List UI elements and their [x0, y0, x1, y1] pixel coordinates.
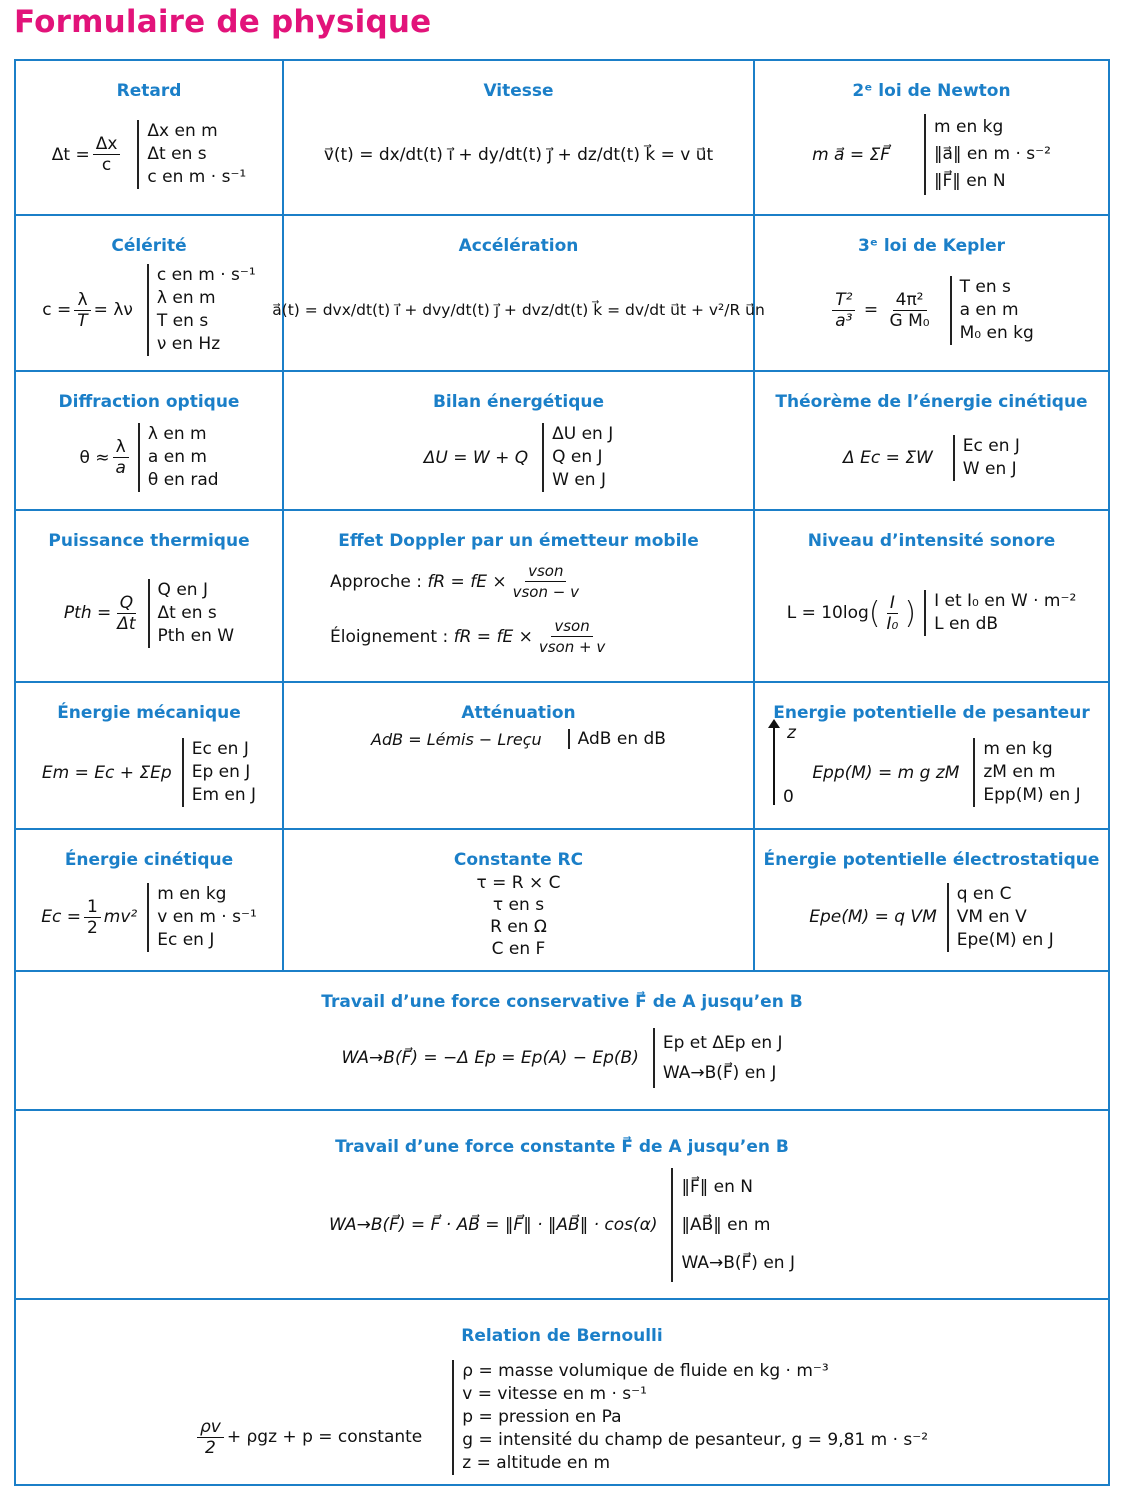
- legend-line: v = vitesse en m · s⁻¹: [462, 1383, 647, 1404]
- legend-line: Δx en m: [147, 121, 218, 141]
- frac-num: vson: [551, 616, 592, 637]
- frac-num: vson: [525, 561, 566, 582]
- formula-celerite: [42, 290, 133, 331]
- legend-bilan: [542, 423, 613, 492]
- legend-line: θ en rad: [147, 470, 219, 490]
- cell-travail-conservative: [16, 972, 1108, 1111]
- formula-lhs: L = 10log: [786, 603, 869, 623]
- legend-line: m en kg: [934, 117, 1004, 137]
- rc-line: τ en s: [492, 895, 545, 915]
- heading-cinetique: Énergie cinétique: [64, 850, 234, 870]
- formula-travail-constante: WA→B(F⃗) = F⃗ · AB⃗ = ‖F⃗‖ · ‖AB⃗‖ · cos(α): [328, 1214, 658, 1235]
- heading-puissance: Puissance thermique: [48, 531, 250, 551]
- formula-sheet: [14, 59, 1110, 1486]
- rc-lines: [476, 872, 560, 960]
- frac-num: λ: [113, 437, 129, 458]
- legend-line: Epp(M) en J: [983, 785, 1081, 805]
- legend-line: VM en V: [956, 906, 1027, 927]
- cell-cinetique: [16, 830, 284, 972]
- formula-pesanteur: Epp(M) = m g zM: [812, 762, 960, 783]
- frac-num: 1: [84, 897, 101, 918]
- legend-travail-constante: [671, 1168, 795, 1282]
- heading-doppler: Effet Doppler par un émetteur mobile: [338, 531, 699, 551]
- page-title: Formulaire de physique: [14, 4, 432, 40]
- frac-den: T: [77, 310, 88, 331]
- legend-line: AdB en dB: [577, 729, 666, 749]
- legend-diffraction: [138, 423, 219, 492]
- legend-line: Pth en W: [157, 625, 235, 646]
- legend-theoreme: [953, 435, 1020, 481]
- legend-travail-conservative: [653, 1028, 783, 1088]
- cell-retard: [16, 61, 284, 216]
- legend-retard: [137, 120, 246, 189]
- legend-cinetique: [147, 883, 257, 952]
- frac-num: ρv: [197, 1417, 224, 1438]
- formula-bilan: ΔU = W + Q: [423, 447, 529, 468]
- axis-label-z: z: [787, 723, 796, 743]
- heading-pesanteur: Energie potentielle de pesanteur: [773, 703, 1090, 723]
- formula-rhs: mv²: [103, 907, 138, 927]
- heading-bernoulli: Relation de Bernoulli: [461, 1326, 663, 1346]
- formula-puissance: [64, 593, 142, 634]
- frac-den: Δt: [117, 613, 136, 634]
- legend-puissance: [148, 579, 235, 648]
- heading-newton: 2ᵉ loi de Newton: [852, 81, 1011, 101]
- axis-label-zero: 0: [783, 787, 794, 807]
- legend-line: p = pression en Pa: [462, 1406, 622, 1427]
- formula-attenuation: AdB = Lémis − Lreçu: [371, 729, 542, 749]
- legend-line: W en J: [552, 470, 606, 490]
- frac-num: T²: [832, 290, 855, 311]
- cell-kepler: [755, 216, 1108, 372]
- formula-retard: [52, 134, 124, 175]
- frac-den: vson + v: [538, 638, 606, 656]
- legend-line: ‖F⃗‖ en N: [934, 171, 1006, 191]
- formula-vitesse: v⃗(t) = dx/dt(t) i⃗ + dy/dt(t) j⃗ + dz/dt(t) k⃗ = v u⃗t: [323, 144, 714, 165]
- z-axis-arrow-icon: [773, 725, 775, 805]
- cell-newton: [755, 61, 1108, 216]
- legend-line: Q en J: [552, 447, 603, 467]
- frac-den: G M₀: [889, 310, 930, 331]
- frac-num: λ: [74, 290, 90, 311]
- legend-line: λ en m: [156, 288, 216, 308]
- formula-doppler-eloignement: [330, 616, 611, 657]
- legend-line: T en s: [959, 276, 1011, 297]
- legend-mecanique: [182, 738, 256, 807]
- eloignement-label: Éloignement :: [330, 626, 449, 647]
- heading-travail-constante: Travail d’une force constante F⃗ de A jusqu’en B: [335, 1137, 789, 1157]
- cell-puissance: [16, 511, 284, 683]
- formula-bernoulli: [194, 1417, 422, 1458]
- heading-mecanique: Énergie mécanique: [57, 703, 241, 723]
- heading-niveau: Niveau d’intensité sonore: [807, 531, 1056, 551]
- legend-line: a en m: [959, 299, 1019, 320]
- cell-celerite: [16, 216, 284, 372]
- heading-theoreme: Théorème de l’énergie cinétique: [775, 392, 1088, 412]
- legend-line: M₀ en kg: [959, 322, 1034, 343]
- legend-line: a en m: [147, 447, 207, 467]
- legend-bernoulli: [452, 1360, 928, 1475]
- heading-celerite: Célérité: [111, 236, 187, 256]
- legend-line: WA→B(F⃗) en J: [662, 1062, 777, 1083]
- frac-den: c: [101, 155, 112, 175]
- approche-formula: fR = fE ×: [427, 571, 507, 592]
- formula-diffraction: [79, 437, 131, 478]
- formula-acceleration: a⃗(t) = dvx/dt(t) i⃗ + dvy/dt(t) j⃗ + dvz/dt(t) k⃗ = dv/dt u⃗t + v²/R u⃗n: [272, 301, 765, 319]
- formula-lhs: Pth =: [63, 603, 112, 623]
- legend-line: v en m · s⁻¹: [157, 906, 257, 927]
- cell-theoreme: [755, 372, 1108, 511]
- frac-num: Δx: [93, 134, 121, 155]
- eloignement-formula: fR = fE ×: [453, 626, 533, 647]
- formula-newton: m a⃗ = ΣF⃗: [812, 144, 891, 165]
- legend-line: I et I₀ en W · m⁻²: [934, 591, 1077, 611]
- heading-attenuation: Atténuation: [461, 703, 576, 723]
- formula-lhs: Δt =: [51, 144, 90, 165]
- formula-doppler-approche: [330, 561, 585, 602]
- frac-den: I₀: [886, 613, 899, 634]
- legend-line: Δt en s: [147, 144, 207, 164]
- frac-den: 2: [205, 1437, 216, 1458]
- cell-attenuation: [284, 683, 755, 830]
- legend-line: c en m · s⁻¹: [156, 265, 256, 285]
- cell-rc: [284, 830, 755, 972]
- formula-lhs: θ ≈: [79, 447, 110, 468]
- formula-theoreme: Δ Ec = ΣW: [843, 447, 933, 468]
- approche-label: Approche :: [330, 571, 422, 592]
- legend-line: ‖F⃗‖ en N: [681, 1176, 754, 1197]
- legend-line: W en J: [962, 458, 1017, 479]
- legend-kepler: [950, 276, 1034, 345]
- legend-line: ‖a⃗‖ en m · s⁻²: [934, 144, 1051, 164]
- legend-niveau: [924, 590, 1076, 636]
- legend-line: Ec en J: [962, 435, 1020, 456]
- rc-line: τ = R × C: [476, 873, 561, 893]
- cell-diffraction: [16, 372, 284, 511]
- frac-num: I: [887, 593, 898, 614]
- formula-rhs: + ρgz + p = constante: [226, 1427, 423, 1447]
- frac-num: Q: [117, 593, 136, 614]
- legend-attenuation: [568, 729, 666, 749]
- legend-line: L en dB: [934, 614, 999, 634]
- legend-newton: [924, 114, 1051, 195]
- legend-line: c en m · s⁻¹: [147, 167, 247, 187]
- legend-line: T en s: [156, 311, 209, 331]
- legend-line: Δt en s: [157, 602, 217, 623]
- cell-acceleration: [272, 216, 765, 372]
- rc-line: C en F: [491, 939, 546, 959]
- legend-line: WA→B(F⃗) en J: [681, 1252, 795, 1273]
- legend-line: Ep en J: [191, 762, 251, 782]
- legend-line: z = altitude en m: [462, 1452, 611, 1473]
- legend-line: Ep et ΔEp en J: [662, 1032, 783, 1053]
- cell-pesanteur: [755, 683, 1108, 830]
- legend-line: Em en J: [191, 785, 257, 805]
- legend-line: g = intensité du champ de pesanteur, g = 9,81 m · s⁻²: [462, 1429, 929, 1450]
- heading-diffraction: Diffraction optique: [58, 392, 240, 412]
- formula-mecanique: Em = Ec + ΣEp: [41, 762, 172, 783]
- legend-line: ΔU en J: [552, 424, 614, 444]
- legend-pesanteur: [973, 738, 1080, 807]
- heading-retard: Retard: [116, 81, 182, 101]
- legend-line: ρ = masse volumique de fluide en kg · m⁻³: [462, 1360, 829, 1381]
- legend-line: m en kg: [157, 883, 227, 904]
- frac-den: a³: [835, 310, 853, 331]
- formula-lhs: Ec =: [41, 907, 81, 927]
- formula-kepler: $\frac{\text{T²}}{\text{a³}}$ = $\frac{\text{4π²}}{\text{G M₀}}$: [829, 290, 935, 331]
- formula-rhs: = λν: [93, 300, 133, 320]
- cell-bernoulli: [16, 1300, 1108, 1484]
- legend-celerite: [147, 264, 256, 356]
- heading-kepler: 3ᵉ loi de Kepler: [857, 236, 1006, 256]
- legend-line: m en kg: [983, 739, 1053, 759]
- cell-doppler: [284, 511, 755, 683]
- heading-vitesse: Vitesse: [483, 81, 554, 101]
- frac-den: vson − v: [512, 583, 579, 601]
- formula-electrostatique: Epe(M) = q VM: [809, 907, 937, 927]
- legend-line: ‖AB⃗‖ en m: [681, 1214, 771, 1235]
- heading-rc: Constante RC: [453, 850, 584, 870]
- formula-cinetique: [41, 897, 137, 938]
- cell-electrostatique: [755, 830, 1108, 972]
- rc-line: R en Ω: [490, 917, 547, 937]
- legend-line: q en C: [956, 883, 1012, 904]
- cell-bilan: [284, 372, 755, 511]
- cell-mecanique: [16, 683, 284, 830]
- formula-travail-conservative: WA→B(F⃗) = −Δ Ep = Ep(A) − Ep(B): [341, 1047, 639, 1068]
- heading-acceleration: Accélération: [458, 236, 579, 256]
- frac-num: 4π²: [893, 290, 927, 311]
- legend-line: Ec en J: [157, 929, 215, 950]
- cell-niveau: [755, 511, 1108, 683]
- frac-den: a: [115, 458, 126, 478]
- legend-line: Q en J: [157, 579, 208, 600]
- cell-vitesse: [284, 61, 755, 216]
- legend-electrostatique: [947, 883, 1054, 952]
- heading-electrostatique: Énergie potentielle électrostatique: [763, 850, 1100, 870]
- legend-line: zM en m: [983, 762, 1056, 782]
- cell-travail-constante: [16, 1111, 1108, 1300]
- legend-line: Ec en J: [191, 739, 249, 759]
- legend-line: Epe(M) en J: [956, 929, 1054, 950]
- legend-line: ν en Hz: [156, 334, 221, 354]
- formula-niveau: L = 10log ( $\frac{I}{\text{I₀}}$ ): [786, 592, 917, 634]
- heading-bilan: Bilan énergétique: [432, 392, 605, 412]
- heading-travail-conservative: Travail d’une force conservative F⃗ de A jusqu’en B: [321, 992, 803, 1012]
- formula-lhs: c =: [42, 300, 72, 320]
- legend-line: λ en m: [147, 424, 207, 444]
- frac-den: 2: [86, 917, 98, 938]
